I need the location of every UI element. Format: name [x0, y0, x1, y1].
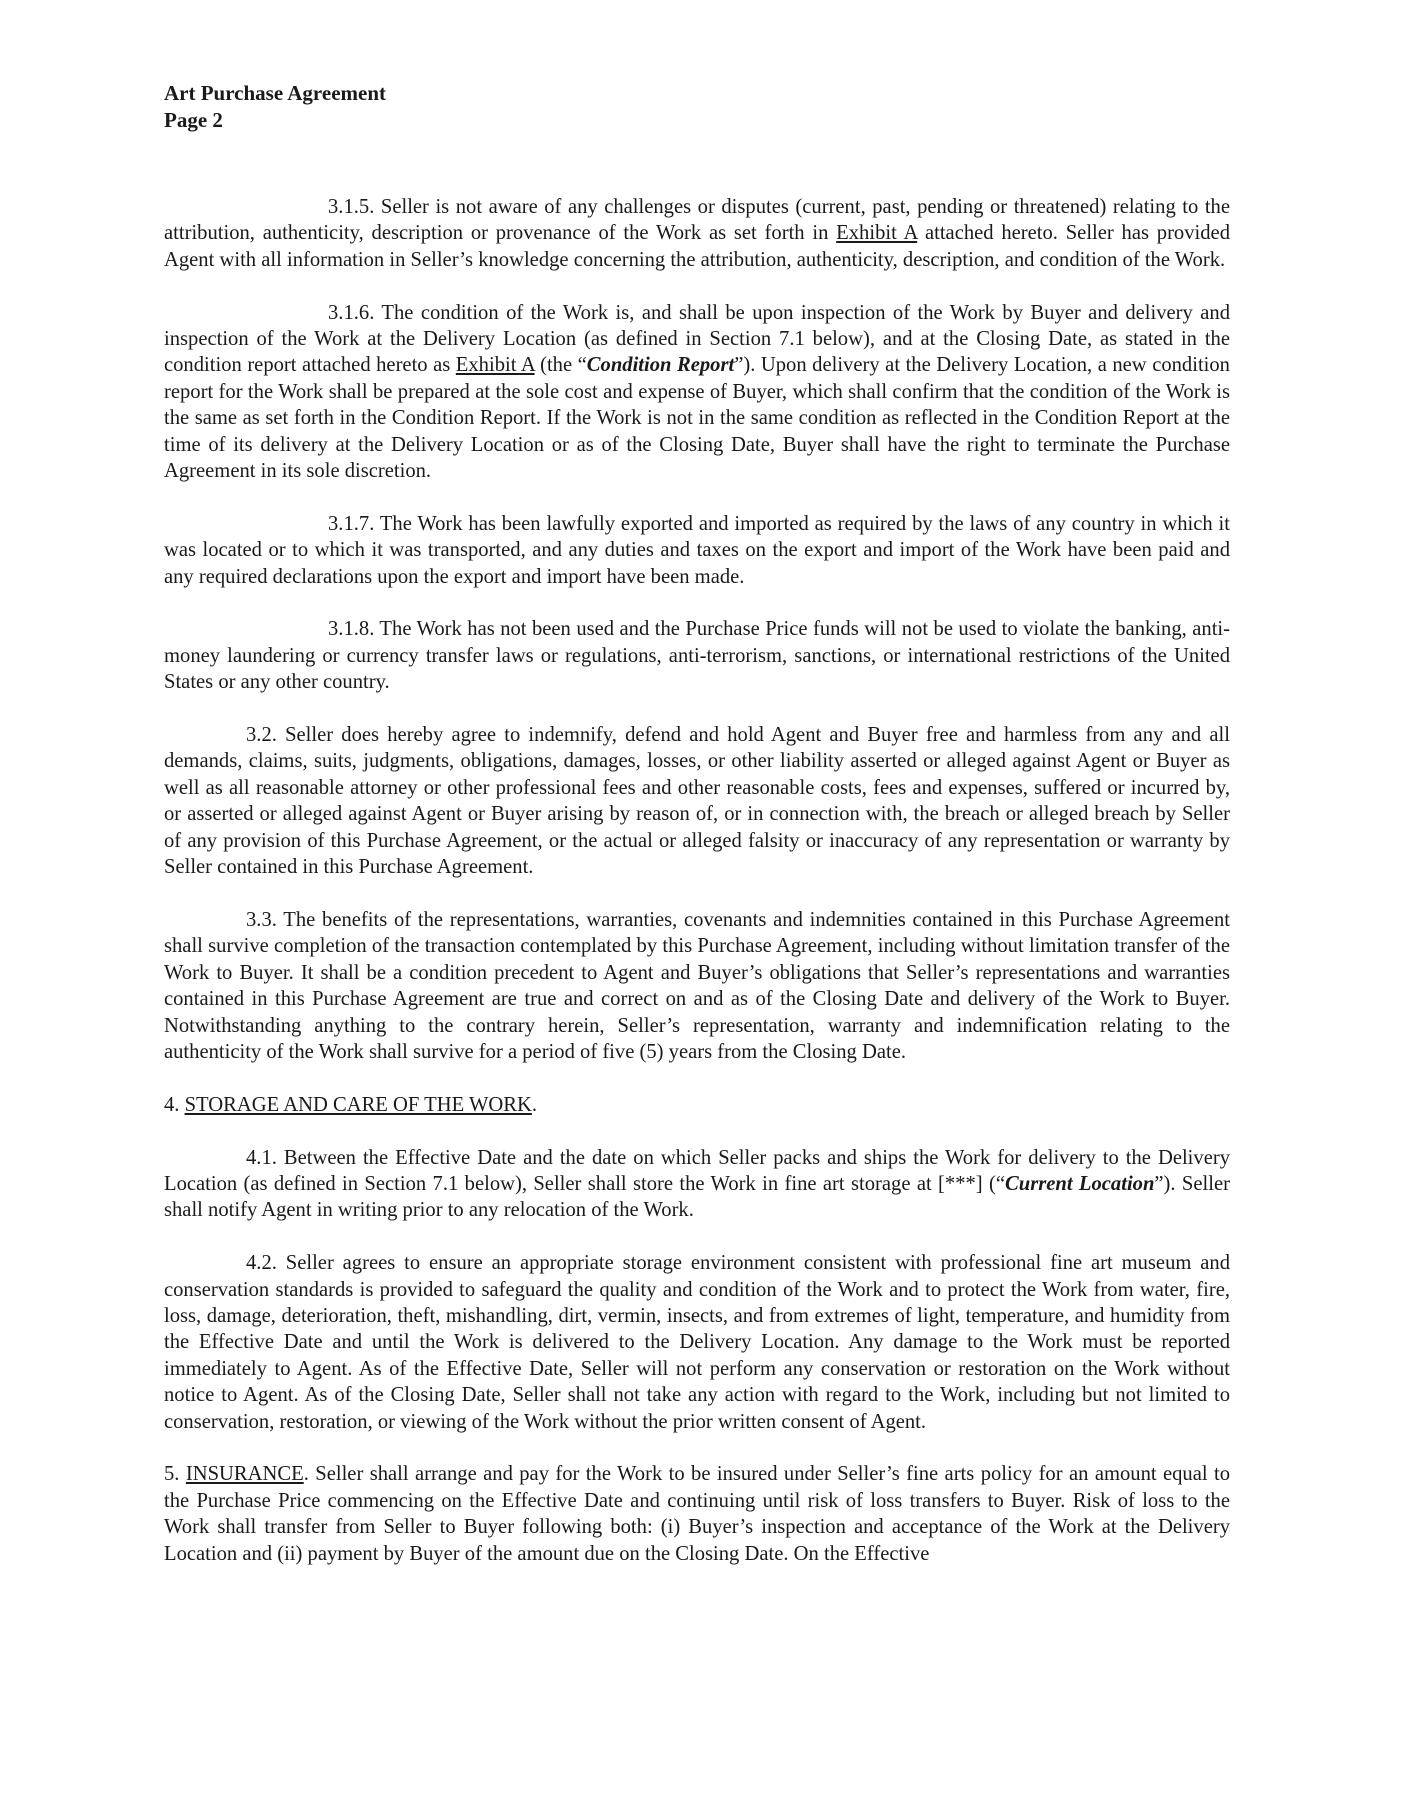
paragraph-text: attached hereto. Seller has provided Agent with all information in Seller’s knowledge concerning the attribution, authenticity, description, and condition of the Work. [164, 222, 1230, 271]
document-body [164, 194, 1230, 1567]
section-number: 4. [164, 1093, 185, 1116]
defined-term-current-location: Current Location [1005, 1172, 1155, 1195]
page-number: Page 2 [164, 108, 223, 132]
section-4-heading [164, 1092, 1230, 1118]
paragraph-3-1-8: 3.1.8. The Work has not been used and the Purchase Price funds will not be used to violate the banking, anti-money laundering or currency transfer laws or regulations, anti-terrorism, sanctions, or international restrictions of the United States or any other country. [164, 618, 1230, 694]
paragraph-3-3: 3.3. The benefits of the representations, warranties, covenants and indemnities contained in this Purchase Agreement shall survive completion of the transaction contemplated by this Purchase Agreement, including without limitation transfer of the Work to Buyer. It shall be a condition precedent to Agent and Buyer’s obligations that Seller’s representations and warranties contained in this Purchase Agreement are true and correct on and as of the Closing Date and delivery of the Work to Buyer. Notwithstanding anything to the contrary herein, Seller’s representation, warranty and indemnification relating to the authenticity of the Work shall survive for a period of five (5) years from the Closing Date. [164, 908, 1230, 1063]
document-page [164, 80, 1230, 1593]
paragraph-text: 3.1.6. The condition of the Work is, and shall be upon inspection of the Work by Buyer and delivery and inspection of the Work at the Delivery Location (as defined in Section 7.1 below), and at the Closing Date, as stated in the condition report attached hereto as [164, 301, 1230, 377]
document-title: Art Purchase Agreement [164, 81, 386, 105]
paragraph-text: 3.1.5. Seller is not aware of any challenges or disputes (current, past, pending or threatened) relating to the attribution, authenticity, description or provenance of the Work as set forth in [164, 196, 1230, 245]
section-5-paragraph [164, 1461, 1230, 1567]
paragraph-text: ”). Seller shall notify Agent in writing prior to any relocation of the Work. [164, 1172, 1230, 1222]
paragraph-4-2: 4.2. Seller agrees to ensure an appropriate storage environment consistent with professional fine art museum and conservation standards is provided to safeguard the quality and condition of the Work and to protect the Work from water, fire, loss, damage, deterioration, theft, mishandling, dirt, vermin, insects, and from extremes of light, temperature, and humidity from the Effective Date and until the Work is delivered to the Delivery Location. Any damage to the Work must be reported immediately to Agent. As of the Effective Date, Seller will not perform any conservation or restoration on the Work without notice to Agent. As of the Closing Date, Seller shall not take any action with regard to the Work, including but not limited to conservation, restoration, or viewing of the Work without the prior written consent of Agent. [164, 1252, 1230, 1433]
exhibit-a-reference: Exhibit A [836, 222, 918, 245]
paragraph-3-1-6 [164, 300, 1230, 485]
section-title: INSURANCE [185, 1463, 304, 1486]
section-number: 5. [164, 1463, 186, 1486]
defined-term-condition-report: Condition Report [586, 354, 735, 377]
section-title: STORAGE AND CARE OF THE WORK [184, 1093, 532, 1116]
paragraph-3-2: 3.2. Seller does hereby agree to indemnify, defend and hold Agent and Buyer free and harmless from any and all demands, claims, suits, judgments, obligations, damages, losses, or other liability asserted or alleged against Agent or Buyer as well as all reasonable attorney or other professional fees and other reasonable costs, fees and expenses, suffered or incurred by, or asserted or alleged against Agent or Buyer arising by reason of, or in connection with, the breach or alleged breach by Seller of any provision of this Purchase Agreement, or the actual or alleged falsity or inaccuracy of any representation or warranty by Seller contained in this Purchase Agreement. [164, 724, 1230, 879]
exhibit-a-reference: Exhibit A [455, 354, 535, 377]
paragraph-text: ”). Upon delivery at the Delivery Location, a new condition report for the Work shall be prepared at the sole cost and expense of Buyer, which shall confirm that the condition of the Work is the same as set forth in the Condition Report. If the Work is not in the same condition as reflected in the Condition Report at the time of its delivery at the Delivery Location or as of the Closing Date, Buyer shall have the right to terminate the Purchase Agreement in its sole discretion. [164, 354, 1230, 483]
paragraph-text: . Seller shall arrange and pay for the Work to be insured under Seller’s fine arts policy for an amount equal to the Purchase Price commencing on the Effective Date and continuing until risk of loss transfers to Buyer. Risk of loss to the Work shall transfer from Seller to Buyer following both: (i) Buyer’s inspection and acceptance of the Work at the Delivery Location and (ii) payment by Buyer of the amount due on the Closing Date. On the Effective [164, 1463, 1230, 1565]
paragraph-3-1-7: 3.1.7. The Work has been lawfully exported and imported as required by the laws of any country in which it was located or to which it was transported, and any duties and taxes on the export and import of the Work have been paid and any required declarations upon the export and import have been made. [164, 512, 1230, 588]
paragraph-3-1-5 [164, 194, 1230, 273]
document-header [164, 80, 1230, 134]
paragraph-text: 4.1. Between the Effective Date and the date on which Seller packs and ships the Work for delivery to the Delivery Location (as defined in Section 7.1 below), Seller shall store the Work in fine art storage at [***] (“ [164, 1146, 1230, 1195]
paragraph-4-1 [164, 1145, 1230, 1224]
section-punctuation: . [531, 1093, 538, 1116]
paragraph-text: (the “ [534, 354, 587, 377]
